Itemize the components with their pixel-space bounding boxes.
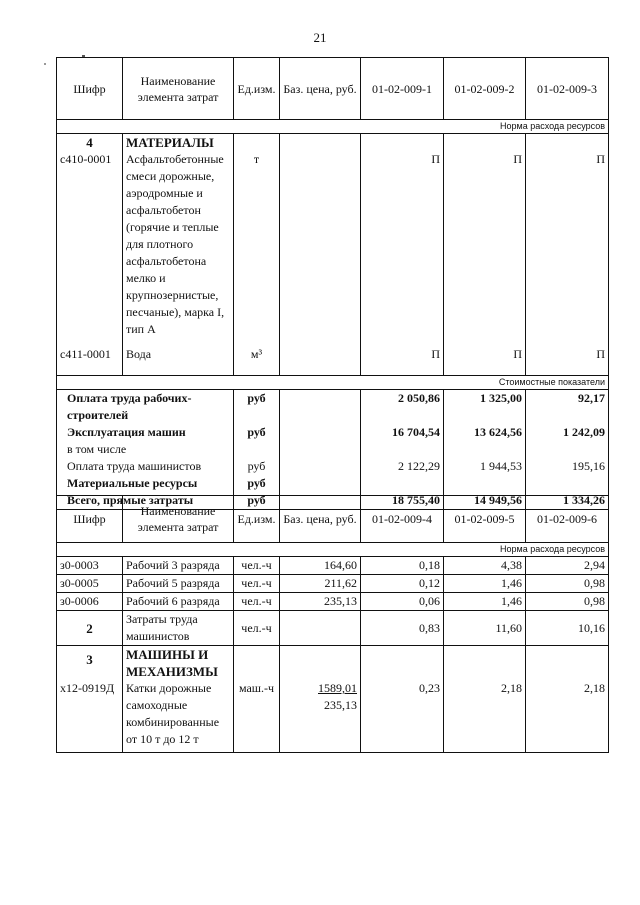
norm-label: Норма расхода ресурсов bbox=[57, 120, 609, 134]
header-col-6: 01-02-009-6 bbox=[526, 496, 609, 543]
header-price: Баз. цена, руб. bbox=[280, 58, 361, 120]
page-number: 21 bbox=[313, 30, 327, 45]
header-col-5: 01-02-009-5 bbox=[444, 496, 526, 543]
row-value-3: П bbox=[526, 151, 609, 338]
header-price: Баз. цена, руб. bbox=[280, 496, 361, 543]
row-price: 164,60 bbox=[280, 557, 361, 575]
cost-value-3: 92,17 bbox=[526, 390, 609, 425]
row-value-3: 2,94 bbox=[526, 557, 609, 575]
row-value-2: П bbox=[444, 151, 526, 338]
row-value-3: П bbox=[526, 338, 609, 376]
row-name: Катки дорожные самоходные комбинированные от 10 т до 12 т bbox=[123, 680, 234, 753]
cost-value-2: 1 325,00 bbox=[444, 390, 526, 425]
cost-value-2: 13 624,56 bbox=[444, 424, 526, 458]
row-value-3: 2,18 bbox=[526, 680, 609, 753]
row-value-3: 0,98 bbox=[526, 575, 609, 593]
row-unit: чел.-ч bbox=[234, 575, 280, 593]
scan-dot bbox=[44, 63, 46, 65]
cost-name: Оплата труда рабочих- строителей bbox=[57, 390, 234, 425]
row-unit: чел.-ч bbox=[234, 611, 280, 646]
row-unit: т bbox=[234, 151, 280, 338]
row-value-2: 11,60 bbox=[444, 611, 526, 646]
header-col-3: 01-02-009-3 bbox=[526, 58, 609, 120]
header-col-2: 01-02-009-2 bbox=[444, 58, 526, 120]
section-number: 3 bbox=[57, 646, 123, 681]
row-value-1: 0,18 bbox=[361, 557, 444, 575]
cost-value-1: 16 704,54 bbox=[361, 424, 444, 458]
cost-value-2: 1 944,53 bbox=[444, 458, 526, 475]
cost-row bbox=[57, 424, 609, 458]
header-code: Шифр bbox=[57, 58, 123, 120]
table-row bbox=[57, 151, 609, 338]
norm-row bbox=[57, 120, 609, 134]
cost-row bbox=[57, 475, 609, 492]
row-name: Рабочий 3 разряда bbox=[123, 557, 234, 575]
cost-unit: руб bbox=[234, 424, 280, 458]
row-unit: м³ bbox=[234, 338, 280, 376]
cost-value-3: 1 242,09 bbox=[526, 424, 609, 458]
cost-value-2: 14 949,56 bbox=[444, 492, 526, 510]
row-value-3: 10,16 bbox=[526, 611, 609, 646]
cost-name: Всего, прямые затраты bbox=[57, 492, 234, 510]
table-row bbox=[57, 575, 609, 593]
cost-unit: руб bbox=[234, 458, 280, 475]
cost-value-3 bbox=[526, 475, 609, 492]
row-value-1: 0,06 bbox=[361, 593, 444, 611]
norm-label: Норма расхода ресурсов bbox=[57, 543, 609, 557]
row-unit: чел.-ч bbox=[234, 593, 280, 611]
row-name: Рабочий 6 разряда bbox=[123, 593, 234, 611]
row-value-1: 0,83 bbox=[361, 611, 444, 646]
cost-name: Эксплуатация машин в том числе bbox=[57, 424, 234, 458]
row-price: 211,62 bbox=[280, 575, 361, 593]
resource-table-1 bbox=[56, 57, 609, 510]
cost-row bbox=[57, 390, 609, 425]
row-value-2: 4,38 bbox=[444, 557, 526, 575]
materials-section-row bbox=[57, 134, 609, 152]
table-row bbox=[57, 593, 609, 611]
row-code: з0-0005 bbox=[57, 575, 123, 593]
row-value-2: 1,46 bbox=[444, 593, 526, 611]
cost-label-row bbox=[57, 376, 609, 390]
cost-value-1: 2 122,29 bbox=[361, 458, 444, 475]
row-name: Асфальтобетонные смеси дорожные, аэродромные и асфальтобетон (горячие и теплые для плотного асфальтобетона мелко и крупнозернистые, песчаные), марка I, тип А bbox=[123, 151, 234, 338]
table-row bbox=[57, 557, 609, 575]
cost-name: Оплата труда машинистов bbox=[57, 458, 234, 475]
machinist-labor-row bbox=[57, 611, 609, 646]
cost-value-2 bbox=[444, 475, 526, 492]
row-code: с411-0001 bbox=[57, 338, 123, 376]
cost-value-1 bbox=[361, 475, 444, 492]
section-title: МАТЕРИАЛЫ bbox=[123, 134, 234, 152]
row-code: з0-0003 bbox=[57, 557, 123, 575]
row-name: Затраты труда машинистов bbox=[123, 611, 234, 646]
header-unit: Ед.изм. bbox=[234, 496, 280, 543]
table-header-row bbox=[57, 496, 609, 543]
row-unit: чел.-ч bbox=[234, 557, 280, 575]
cost-value-1: 18 755,40 bbox=[361, 492, 444, 510]
row-value-2: 1,46 bbox=[444, 575, 526, 593]
section-number: 2 bbox=[57, 611, 123, 646]
cost-label: Стоимостные показатели bbox=[57, 376, 609, 390]
row-name: Вода bbox=[123, 338, 234, 376]
header-col-4: 01-02-009-4 bbox=[361, 496, 444, 543]
row-price: 1589,01 235,13 bbox=[280, 680, 361, 753]
cost-value-1: 2 050,86 bbox=[361, 390, 444, 425]
row-value-1: П bbox=[361, 338, 444, 376]
header-code: Шифр bbox=[57, 496, 123, 543]
row-name: Рабочий 5 разряда bbox=[123, 575, 234, 593]
table-header-row bbox=[57, 58, 609, 120]
machines-section-row bbox=[57, 646, 609, 681]
row-code: х12-0919Д bbox=[57, 680, 123, 753]
row-code: з0-0006 bbox=[57, 593, 123, 611]
norm-row bbox=[57, 543, 609, 557]
cost-name: Материальные ресурсы bbox=[57, 475, 234, 492]
table-row bbox=[57, 338, 609, 376]
header-name: Наименование элемента затрат bbox=[123, 58, 234, 120]
cost-unit: руб bbox=[234, 475, 280, 492]
resource-table-2 bbox=[56, 495, 609, 753]
header-name: Наименование элемента затрат bbox=[123, 496, 234, 543]
row-value-2: 2,18 bbox=[444, 680, 526, 753]
cost-row bbox=[57, 458, 609, 475]
row-value-2: П bbox=[444, 338, 526, 376]
row-value-1: П bbox=[361, 151, 444, 338]
section-title: МАШИНЫ И МЕХАНИЗМЫ bbox=[123, 646, 234, 681]
table-row bbox=[57, 680, 609, 753]
row-price: 235,13 bbox=[280, 593, 361, 611]
row-value-3: 0,98 bbox=[526, 593, 609, 611]
header-unit: Ед.изм. bbox=[234, 58, 280, 120]
row-code: с410-0001 bbox=[57, 151, 123, 338]
cost-unit: руб bbox=[234, 390, 280, 425]
section-number: 4 bbox=[57, 134, 123, 152]
row-value-1: 0,12 bbox=[361, 575, 444, 593]
header-col-1: 01-02-009-1 bbox=[361, 58, 444, 120]
row-unit: маш.-ч bbox=[234, 680, 280, 753]
row-value-1: 0,23 bbox=[361, 680, 444, 753]
cost-unit: руб bbox=[234, 492, 280, 510]
cost-value-3: 1 334,26 bbox=[526, 492, 609, 510]
cost-value-3: 195,16 bbox=[526, 458, 609, 475]
